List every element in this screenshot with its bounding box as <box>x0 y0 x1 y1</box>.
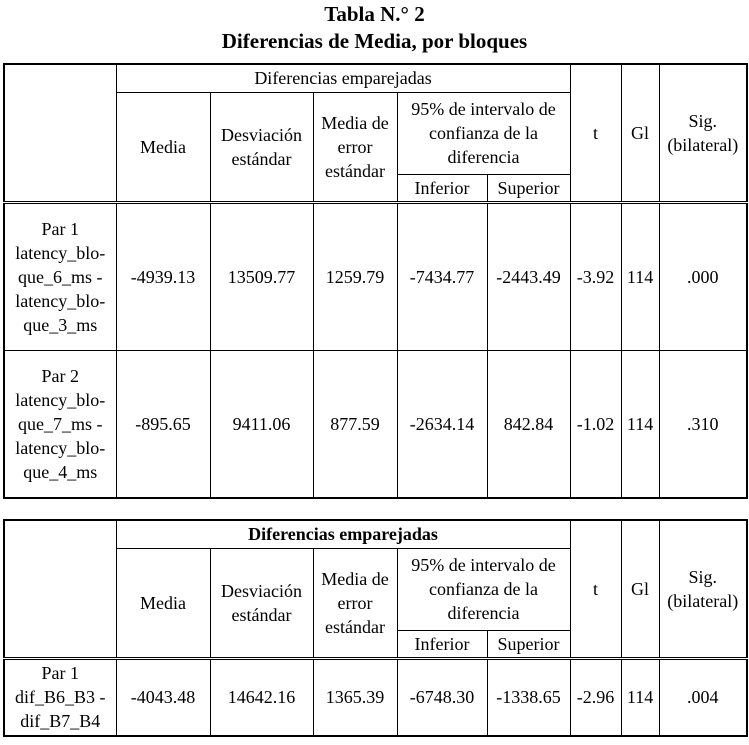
cell-desv: 13509.77 <box>210 202 313 350</box>
table-row <box>4 658 747 736</box>
group-header: Diferencias emparejadas <box>116 64 570 92</box>
cell-error: 1365.39 <box>313 658 397 736</box>
row-label-line: latency_blo- <box>15 389 106 410</box>
col-inferior-header: Inferior <box>397 174 487 202</box>
row-label-line: que_3_ms <box>23 314 98 335</box>
table-row <box>4 202 747 350</box>
col-media-header: Media <box>116 548 210 658</box>
col-gl-header: Gl <box>621 520 659 658</box>
empty-corner-cell <box>4 64 116 202</box>
empty-corner-cell <box>4 520 116 658</box>
row-label <box>4 202 116 350</box>
row-label-line: dif_B7_B4 <box>20 711 101 732</box>
row-label <box>4 658 116 736</box>
col-ci-header: 95% de intervalo de confianza de la diferencia <box>397 92 570 174</box>
row-label-line: que_6_ms - <box>18 266 103 287</box>
row-label-line: que_7_ms - <box>18 413 103 434</box>
col-superior-header: Superior <box>487 174 570 202</box>
cell-t: -1.02 <box>570 350 621 498</box>
col-t-header: t <box>570 64 621 202</box>
cell-sig: .000 <box>659 202 747 350</box>
cell-superior: -2443.49 <box>487 202 570 350</box>
col-error-header: Media de error estándar <box>313 548 397 658</box>
cell-superior: 842.84 <box>487 350 570 498</box>
col-desv-header: Desviación estándar <box>210 548 313 658</box>
cell-inferior: -2634.14 <box>397 350 487 498</box>
group-header: Diferencias emparejadas <box>116 520 570 548</box>
cell-error: 1259.79 <box>313 202 397 350</box>
paired-differences-table-2 <box>3 519 748 737</box>
row-label-line: Par 1 <box>41 663 79 684</box>
col-t-header: t <box>570 520 621 658</box>
row-label <box>4 350 116 498</box>
cell-media: -895.65 <box>116 350 210 498</box>
row-label-line: latency_blo- <box>15 437 106 458</box>
col-inferior-header: Inferior <box>397 630 487 658</box>
cell-error: 877.59 <box>313 350 397 498</box>
col-ci-header: 95% de intervalo de confianza de la diferencia <box>397 548 570 630</box>
cell-superior: -1338.65 <box>487 658 570 736</box>
cell-gl: 114 <box>621 658 659 736</box>
col-gl-header: Gl <box>621 64 659 202</box>
cell-desv: 9411.06 <box>210 350 313 498</box>
row-label-line: latency_blo- <box>15 242 106 263</box>
table-caption: Diferencias de Media, por bloques <box>221 29 528 53</box>
table-row <box>4 350 747 498</box>
col-error-header: Media de error estándar <box>313 92 397 202</box>
cell-gl: 114 <box>621 350 659 498</box>
col-superior-header: Superior <box>487 630 570 658</box>
row-label-line: Par 1 <box>41 218 79 239</box>
row-label-line: Par 2 <box>41 365 79 386</box>
cell-gl: 114 <box>621 202 659 350</box>
table-number-title: Tabla N.° 2 <box>324 2 425 26</box>
cell-media: -4939.13 <box>116 202 210 350</box>
cell-inferior: -6748.30 <box>397 658 487 736</box>
row-label-line: latency_blo- <box>15 290 106 311</box>
cell-sig: .004 <box>659 658 747 736</box>
col-sig-header: Sig. (bilateral) <box>659 520 747 658</box>
col-desv-header: Desviación estándar <box>210 92 313 202</box>
row-label-line: que_4_ms <box>23 461 98 482</box>
paired-differences-table-1 <box>3 63 748 499</box>
cell-desv: 14642.16 <box>210 658 313 736</box>
row-label-line: dif_B6_B3 - <box>14 687 106 708</box>
cell-t: -2.96 <box>570 658 621 736</box>
cell-sig: .310 <box>659 350 747 498</box>
col-media-header: Media <box>116 92 210 202</box>
cell-media: -4043.48 <box>116 658 210 736</box>
cell-inferior: -7434.77 <box>397 202 487 350</box>
cell-t: -3.92 <box>570 202 621 350</box>
col-sig-header: Sig. (bilateral) <box>659 64 747 202</box>
